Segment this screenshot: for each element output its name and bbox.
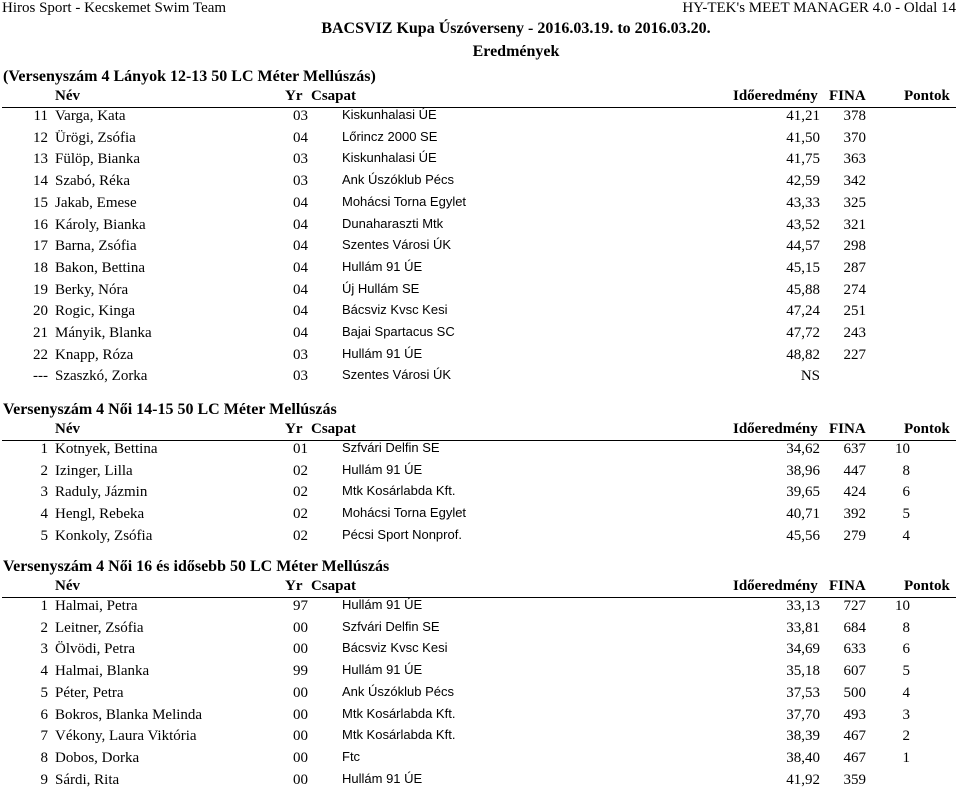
column-header-points: Pontok (904, 88, 950, 104)
fina-points-cell: 493 (843, 706, 866, 723)
result-row (0, 282, 960, 304)
result-row (0, 484, 960, 506)
fina-points-cell: 321 (843, 216, 866, 233)
place-cell: 5 (40, 527, 48, 544)
result-row (0, 173, 960, 195)
fina-points-cell: 227 (843, 346, 866, 363)
points-cell: 4 (902, 527, 910, 544)
club-cell: Új Hullám SE (342, 280, 420, 296)
column-header-time: Időeredmény (733, 88, 818, 104)
time-cell: 33,13 (786, 598, 820, 614)
fina-points-cell: 279 (843, 527, 866, 544)
place-cell: 15 (33, 194, 48, 211)
time-cell: 42,59 (786, 173, 820, 190)
points-cell: 8 (902, 462, 910, 479)
fina-points-cell: 342 (843, 173, 866, 190)
club-cell: Ank Úszóklub Pécs (342, 172, 454, 188)
column-header-fina: FINA (829, 421, 866, 437)
result-row (0, 772, 960, 794)
fina-points-cell: 251 (843, 303, 866, 320)
time-cell: 34,69 (786, 641, 820, 658)
year-cell: 04 (293, 238, 308, 255)
place-cell: 7 (40, 728, 48, 745)
place-cell: 6 (40, 706, 48, 723)
result-row (0, 506, 960, 528)
club-cell: Dunaharaszti Mtk (342, 215, 444, 231)
club-cell: Lőrincz 2000 SE (342, 128, 438, 144)
result-row (0, 347, 960, 369)
place-cell: --- (33, 368, 48, 385)
column-header-club: Csapat (311, 421, 357, 437)
time-cell: 41,75 (786, 151, 820, 168)
column-header-time: Időeredmény (733, 421, 818, 437)
result-row (0, 303, 960, 325)
time-cell: 43,52 (786, 216, 820, 233)
time-cell: 38,39 (786, 728, 820, 745)
club-cell: Szfvári Delfin SE (342, 440, 440, 455)
year-cell: 04 (293, 194, 308, 211)
swimmer-name-cell: Bokros, Blanka Melinda (55, 706, 203, 723)
year-cell: 04 (293, 325, 308, 341)
club-cell: Hullám 91 ÚE (342, 662, 423, 678)
points-cell: 10 (895, 598, 910, 614)
swimmer-name-cell: Sárdi, Rita (55, 771, 120, 788)
result-row (0, 325, 960, 347)
fina-points-cell: 424 (843, 484, 866, 501)
result-row (0, 130, 960, 152)
year-cell: 00 (293, 684, 308, 701)
club-cell: Mtk Kosárlabda Kft. (342, 705, 456, 721)
place-cell: 21 (33, 325, 48, 341)
result-row (0, 260, 960, 282)
club-cell: Mohácsi Torna Egylet (342, 193, 467, 209)
fina-points-cell: 500 (843, 684, 866, 701)
result-row (0, 528, 960, 550)
place-cell: 11 (33, 108, 48, 124)
place-cell: 22 (33, 346, 48, 363)
result-row (0, 463, 960, 485)
result-row (0, 441, 960, 463)
header-right: HY-TEK's MEET MANAGER 4.0 - Oldal 14 (682, 0, 956, 16)
club-cell: Bácsviz Kvsc Kesi (342, 640, 448, 656)
swimmer-name-cell: Halmai, Blanka (55, 663, 150, 680)
time-cell: 38,96 (786, 462, 820, 479)
time-cell: 35,18 (786, 663, 820, 680)
place-cell: 19 (33, 281, 48, 298)
points-cell: 8 (902, 619, 910, 636)
result-row (0, 663, 960, 685)
club-cell: Kiskunhalasi ÚE (342, 150, 437, 166)
result-row (0, 641, 960, 663)
swimmer-name-cell: Jakab, Emese (55, 194, 137, 211)
swimmer-name-cell: Kotnyek, Bettina (55, 441, 158, 457)
year-cell: 00 (293, 728, 308, 745)
place-cell: 1 (40, 441, 48, 457)
place-cell: 9 (40, 771, 48, 788)
fina-points-cell: 274 (843, 281, 866, 298)
fina-points-cell: 392 (843, 506, 866, 523)
club-cell: Hullám 91 ÚE (342, 597, 423, 612)
year-cell: 04 (293, 216, 308, 233)
club-cell: Ank Úszóklub Pécs (342, 683, 454, 699)
year-cell: 03 (293, 151, 308, 168)
club-cell: Mtk Kosárlabda Kft. (342, 483, 456, 499)
swimmer-name-cell: Rogic, Kinga (55, 303, 135, 320)
swimmer-name-cell: Fülöp, Bianka (55, 151, 140, 168)
swimmer-name-cell: Raduly, Jázmin (55, 484, 148, 501)
year-cell: 04 (293, 129, 308, 146)
swimmer-name-cell: Ürögi, Zsófia (55, 129, 136, 146)
swimmer-name-cell: Péter, Petra (55, 684, 124, 701)
result-row (0, 195, 960, 217)
swimmer-name-cell: Knapp, Róza (55, 346, 134, 363)
swimmer-name-cell: Szaszkó, Zorka (55, 368, 148, 385)
club-cell: Hullám 91 ÚE (342, 345, 423, 361)
time-cell: 39,65 (786, 484, 820, 501)
place-cell: 2 (40, 619, 48, 636)
time-cell: 41,50 (786, 129, 820, 146)
time-cell: 37,53 (786, 684, 820, 701)
time-cell: 37,70 (786, 706, 820, 723)
fina-points-cell: 607 (843, 663, 866, 680)
result-row (0, 707, 960, 729)
column-header-points: Pontok (904, 578, 950, 594)
year-cell: 03 (293, 173, 308, 190)
result-row (0, 598, 960, 620)
column-header-club: Csapat (311, 578, 357, 594)
time-cell: 40,71 (786, 506, 820, 523)
fina-points-cell: 727 (843, 598, 866, 614)
time-cell: 48,82 (786, 346, 820, 363)
swimmer-name-cell: Dobos, Dorka (55, 749, 140, 766)
year-cell: 04 (293, 259, 308, 276)
time-cell: 45,88 (786, 281, 820, 298)
year-cell: 00 (293, 749, 308, 766)
swimmer-name-cell: Izinger, Lilla (55, 462, 133, 479)
fina-points-cell: 633 (843, 641, 866, 658)
club-cell: Hullám 91 ÚE (342, 770, 423, 786)
year-cell: 00 (293, 619, 308, 636)
results-subtitle: Eredmények (472, 43, 560, 60)
year-cell: 02 (293, 527, 308, 544)
column-header-time: Időeredmény (733, 578, 818, 594)
event-title: (Versenyszám 4 Lányok 12-13 50 LC Méter Mellúszás) (3, 68, 376, 85)
club-cell: Hullám 91 ÚE (342, 461, 423, 477)
time-cell: 47,24 (786, 303, 820, 320)
fina-points-cell: 363 (843, 151, 866, 168)
place-cell: 16 (33, 216, 48, 233)
time-cell: 33,81 (786, 619, 820, 636)
fina-points-cell: 287 (843, 259, 866, 276)
club-cell: Bácsviz Kvsc Kesi (342, 302, 448, 318)
result-row (0, 108, 960, 130)
column-header-name: Név (55, 88, 80, 104)
time-cell: 47,72 (786, 325, 820, 341)
column-header-yr: Yr (285, 578, 303, 594)
year-cell: 02 (293, 462, 308, 479)
fina-points-cell: 325 (843, 194, 866, 211)
place-cell: 13 (33, 151, 48, 168)
result-row (0, 750, 960, 772)
year-cell: 99 (293, 663, 308, 680)
place-cell: 12 (33, 129, 48, 146)
fina-points-cell: 467 (843, 749, 866, 766)
year-cell: 04 (293, 303, 308, 320)
place-cell: 4 (40, 663, 48, 680)
fina-points-cell: 684 (843, 619, 866, 636)
swimmer-name-cell: Berky, Nóra (55, 281, 129, 298)
result-row (0, 620, 960, 642)
club-cell: Mtk Kosárlabda Kft. (342, 727, 456, 743)
club-cell: Szentes Városi ÚK (342, 367, 452, 383)
time-cell: 34,62 (786, 441, 820, 457)
place-cell: 14 (33, 173, 48, 190)
points-cell: 5 (902, 506, 910, 523)
column-header-club: Csapat (311, 88, 357, 104)
year-cell: 03 (293, 346, 308, 363)
place-cell: 5 (40, 684, 48, 701)
club-cell: Bajai Spartacus SC (342, 324, 455, 339)
swimmer-name-cell: Hengl, Rebeka (55, 506, 145, 523)
points-cell: 5 (902, 663, 910, 680)
place-cell: 1 (40, 598, 48, 614)
swimmer-name-cell: Ölvödi, Petra (55, 641, 135, 658)
points-cell: 10 (895, 441, 910, 457)
year-cell: 03 (293, 108, 308, 124)
place-cell: 18 (33, 259, 48, 276)
fina-points-cell: 298 (843, 238, 866, 255)
column-header-name: Név (55, 421, 80, 437)
swimmer-name-cell: Vékony, Laura Viktória (55, 728, 197, 745)
club-cell: Hullám 91 ÚE (342, 258, 423, 274)
year-cell: 00 (293, 771, 308, 788)
club-cell: Pécsi Sport Nonprof. (342, 526, 462, 542)
swimmer-name-cell: Halmai, Petra (55, 598, 138, 614)
club-cell: Szentes Városi ÚK (342, 237, 452, 253)
year-cell: 00 (293, 706, 308, 723)
event-title: Versenyszám 4 Női 14-15 50 LC Méter Mellúszás (3, 401, 337, 418)
points-cell: 6 (902, 641, 910, 658)
place-cell: 20 (33, 303, 48, 320)
place-cell: 8 (40, 749, 48, 766)
place-cell: 3 (40, 641, 48, 658)
club-cell: Szfvári Delfin SE (342, 618, 440, 634)
place-cell: 4 (40, 506, 48, 523)
swimmer-name-cell: Mányik, Blanka (55, 325, 152, 341)
club-cell: Ftc (342, 748, 361, 764)
fina-points-cell: 637 (843, 441, 866, 457)
points-cell: 1 (902, 749, 910, 766)
time-cell: NS (800, 368, 820, 385)
points-cell: 2 (902, 728, 910, 745)
points-cell: 4 (902, 684, 910, 701)
year-cell: 02 (293, 506, 308, 523)
column-header-points: Pontok (904, 421, 950, 437)
fina-points-cell: 359 (843, 771, 866, 788)
result-row (0, 728, 960, 750)
fina-points-cell: 370 (843, 129, 866, 146)
points-cell: 3 (902, 706, 910, 723)
time-cell: 45,15 (786, 259, 820, 276)
meet-title: BACSVIZ Kupa Úszóverseny - 2016.03.19. to 2016.03.20. (321, 20, 711, 37)
result-row (0, 151, 960, 173)
swimmer-name-cell: Leitner, Zsófia (55, 619, 144, 636)
fina-points-cell: 243 (843, 325, 866, 341)
header-left: Hiros Sport - Kecskemet Swim Team (2, 0, 227, 16)
swimmer-name-cell: Konkoly, Zsófia (55, 527, 153, 544)
time-cell: 45,56 (786, 527, 820, 544)
event-title: Versenyszám 4 Női 16 és idősebb 50 LC Méter Mellúszás (3, 558, 390, 575)
time-cell: 38,40 (786, 749, 820, 766)
year-cell: 04 (293, 281, 308, 298)
points-cell: 6 (902, 484, 910, 501)
place-cell: 2 (40, 462, 48, 479)
place-cell: 3 (40, 484, 48, 501)
swimmer-name-cell: Varga, Kata (55, 108, 126, 124)
result-row (0, 685, 960, 707)
result-row (0, 217, 960, 239)
swimmer-name-cell: Bakon, Bettina (55, 259, 145, 276)
time-cell: 44,57 (786, 238, 820, 255)
year-cell: 97 (293, 598, 308, 614)
column-header-name: Név (55, 578, 80, 594)
swimmer-name-cell: Károly, Bianka (55, 216, 146, 233)
year-cell: 02 (293, 484, 308, 501)
fina-points-cell: 467 (843, 728, 866, 745)
result-row (0, 368, 960, 390)
place-cell: 17 (33, 238, 48, 255)
column-header-fina: FINA (829, 578, 866, 594)
column-header-yr: Yr (285, 88, 303, 104)
club-cell: Mohácsi Torna Egylet (342, 505, 467, 521)
result-row (0, 238, 960, 260)
column-header-fina: FINA (829, 88, 866, 104)
year-cell: 01 (293, 441, 308, 457)
fina-points-cell: 378 (843, 108, 866, 124)
time-cell: 43,33 (786, 194, 820, 211)
year-cell: 03 (293, 368, 308, 385)
fina-points-cell: 447 (843, 462, 866, 479)
time-cell: 41,92 (786, 771, 820, 788)
column-header-yr: Yr (285, 421, 303, 437)
swimmer-name-cell: Barna, Zsófia (55, 238, 137, 255)
time-cell: 41,21 (786, 108, 820, 124)
year-cell: 00 (293, 641, 308, 658)
club-cell: Kiskunhalasi ÚE (342, 107, 437, 122)
swimmer-name-cell: Szabó, Réka (55, 173, 130, 190)
